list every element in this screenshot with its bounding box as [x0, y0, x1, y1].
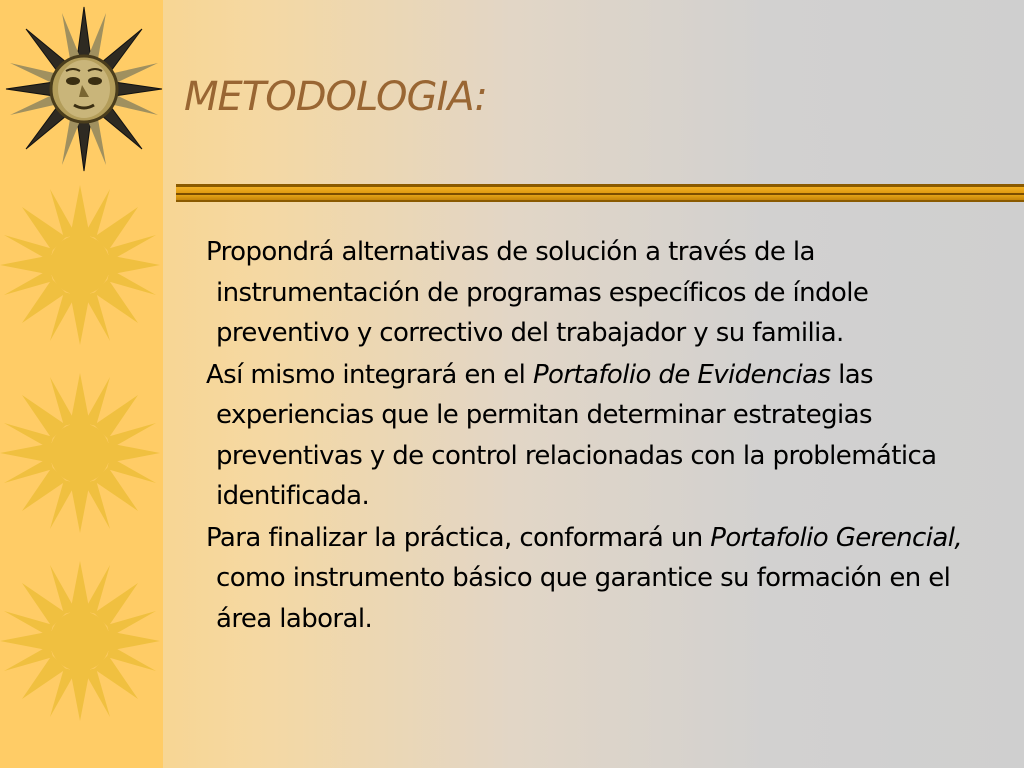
paragraph-2-prefix: Así mismo integrará en el — [206, 359, 533, 390]
sun-face-icon — [4, 4, 164, 174]
sun-icon — [0, 368, 163, 538]
paragraph-2-italic: Portafolio de Evidencias — [532, 359, 831, 390]
sun-icon — [0, 556, 163, 726]
paragraph-3-suffix: como instrumento básico que garantice su formación en el área laboral. — [216, 563, 951, 634]
decorative-sidebar — [0, 0, 163, 768]
paragraph-2 — [206, 355, 1006, 517]
paragraph-3 — [206, 518, 1006, 640]
title-divider — [176, 180, 1024, 206]
sun-icon — [0, 180, 163, 350]
paragraph-1-text: Propondrá alternativas de solución a través de la instrumentación de programas específicos de índole preventivo y correctivo del trabajador y su familia. — [206, 237, 869, 348]
slide-body — [206, 232, 1006, 640]
paragraph-3-prefix: Para finalizar la práctica, conformará un — [206, 522, 711, 553]
paragraph-1 — [206, 232, 1006, 354]
paragraph-3-italic: Portafolio Gerencial, — [710, 522, 962, 553]
slide-title: METODOLOGIA: — [184, 74, 487, 120]
paragraph-2-suffix: las experiencias que le permitan determinar estrategias preventivas y de control relacionadas con la problemática identificada. — [216, 359, 937, 511]
